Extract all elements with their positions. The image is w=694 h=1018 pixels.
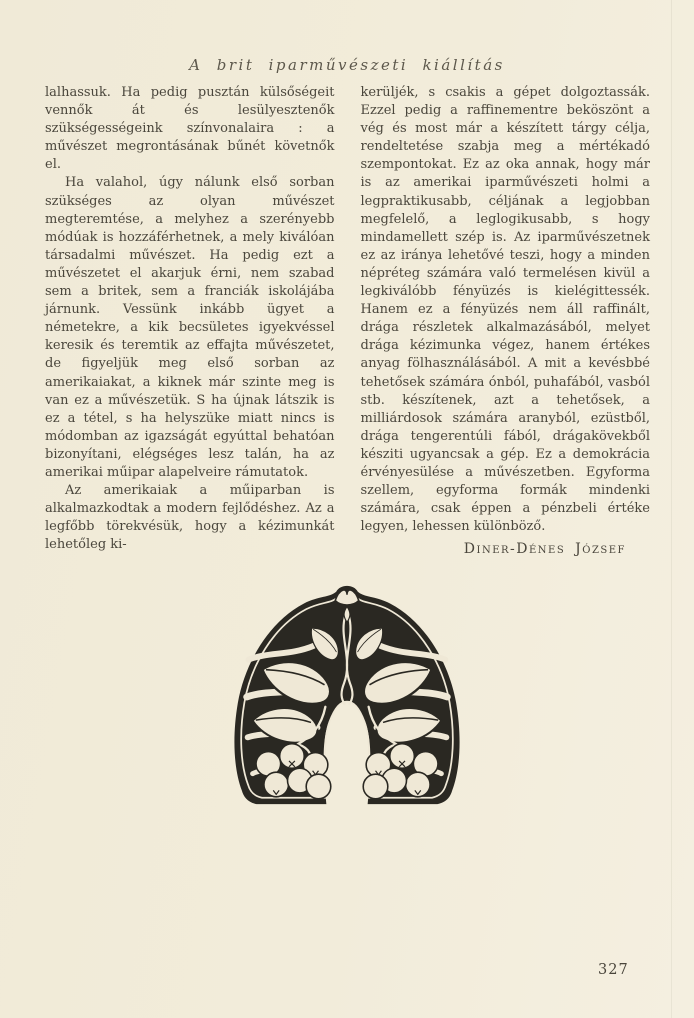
art-nouveau-vignette-illustration bbox=[229, 576, 465, 816]
paragraph: lalhassuk. Ha pedig pusztán külsőségeit vennők át és lesülyesztenők szükségességeink színvonalaira : a művészet megrontásának bűnét követnők el. bbox=[45, 85, 335, 173]
article-columns bbox=[45, 84, 650, 557]
paragraph: kerüljék, s csakis a gépet dolgoztassák. Ezzel pedig a raffinementre beköszönt a vég és most már a készített tárgy célja, rendeltetése szabja meg a mértékadó szempontokat. Ez az oka annak, hogy már is az amerikai iparművészeti holmi a legpraktikusabb, céljának a legjobban megfelelő, a leglogikusabb, s hogy mindamellett szép is. Az iparművészetnek ez az iránya lehetővé teszi, hogy a minden népréteg számára való termelésen kivül a legkiválóbb fényüzés is kielégittessék. Hanem ez a fényüzés nem áll raffinált, drága részletek alkalmazásából, melyet drága kézimunka végez, hanem értékes anyag fölhasználásából. A mit a kevésbbé tehetősek számára ónból, puhafából, vasból stb. készítenek, azt a tehetősek, a milliárdosok számára aranyból, ezüstből, drága tengerentúli fából, drágakövekből késziti ugyancsak a gép. Ez a demokrácia érvényesülése a művészetben. Egyforma szellem, egyforma formák mindenki számára, csak éppen a pénzbeli értéke legyen, lehessen különböző. bbox=[360, 85, 650, 535]
running-header-title: A brit iparművészeti kiállítás bbox=[189, 56, 505, 74]
author-signature: Diner-Dénes József bbox=[463, 541, 626, 558]
left-column bbox=[45, 84, 335, 557]
paragraph: Ha valahol, úgy nálunk első sorban szükséges az olyan művészet megteremtése, a melyhez a szerényebb módúak is hozzáférhetnek, a mely kiválóan társadalmi művészet. Ha pedig ezt a művészetet el akarjuk érni, nem szabad sem a britek, sem a franciák iskolájába járnunk. Vessünk inkább ügyet a németekre, a kik becsületes igyekvéssel keresik és teremtik az effajta művészetet, de figyeljük meg első sorban az amerikaiakat, a kiknek már szinte meg is van ez a művészetük. S ha újnak látszik is ez a tétel, s ha helyszüke miatt nincs is módomban az igazságát egyúttal behatóan bizonyítani, elégséges lesz talán, ha az amerikai műipar alapelveire rámutatok. bbox=[45, 175, 335, 480]
foliage-vignette-icon bbox=[229, 576, 465, 816]
right-column bbox=[361, 84, 651, 557]
paragraph: Az amerikaiak a műiparban is alkalmazkodtak a modern fejlődéshez. Az a legfőbb törekvésük, hogy a kézimunkát lehetőleg ki- bbox=[45, 483, 335, 553]
page-number: 327 bbox=[598, 962, 629, 978]
